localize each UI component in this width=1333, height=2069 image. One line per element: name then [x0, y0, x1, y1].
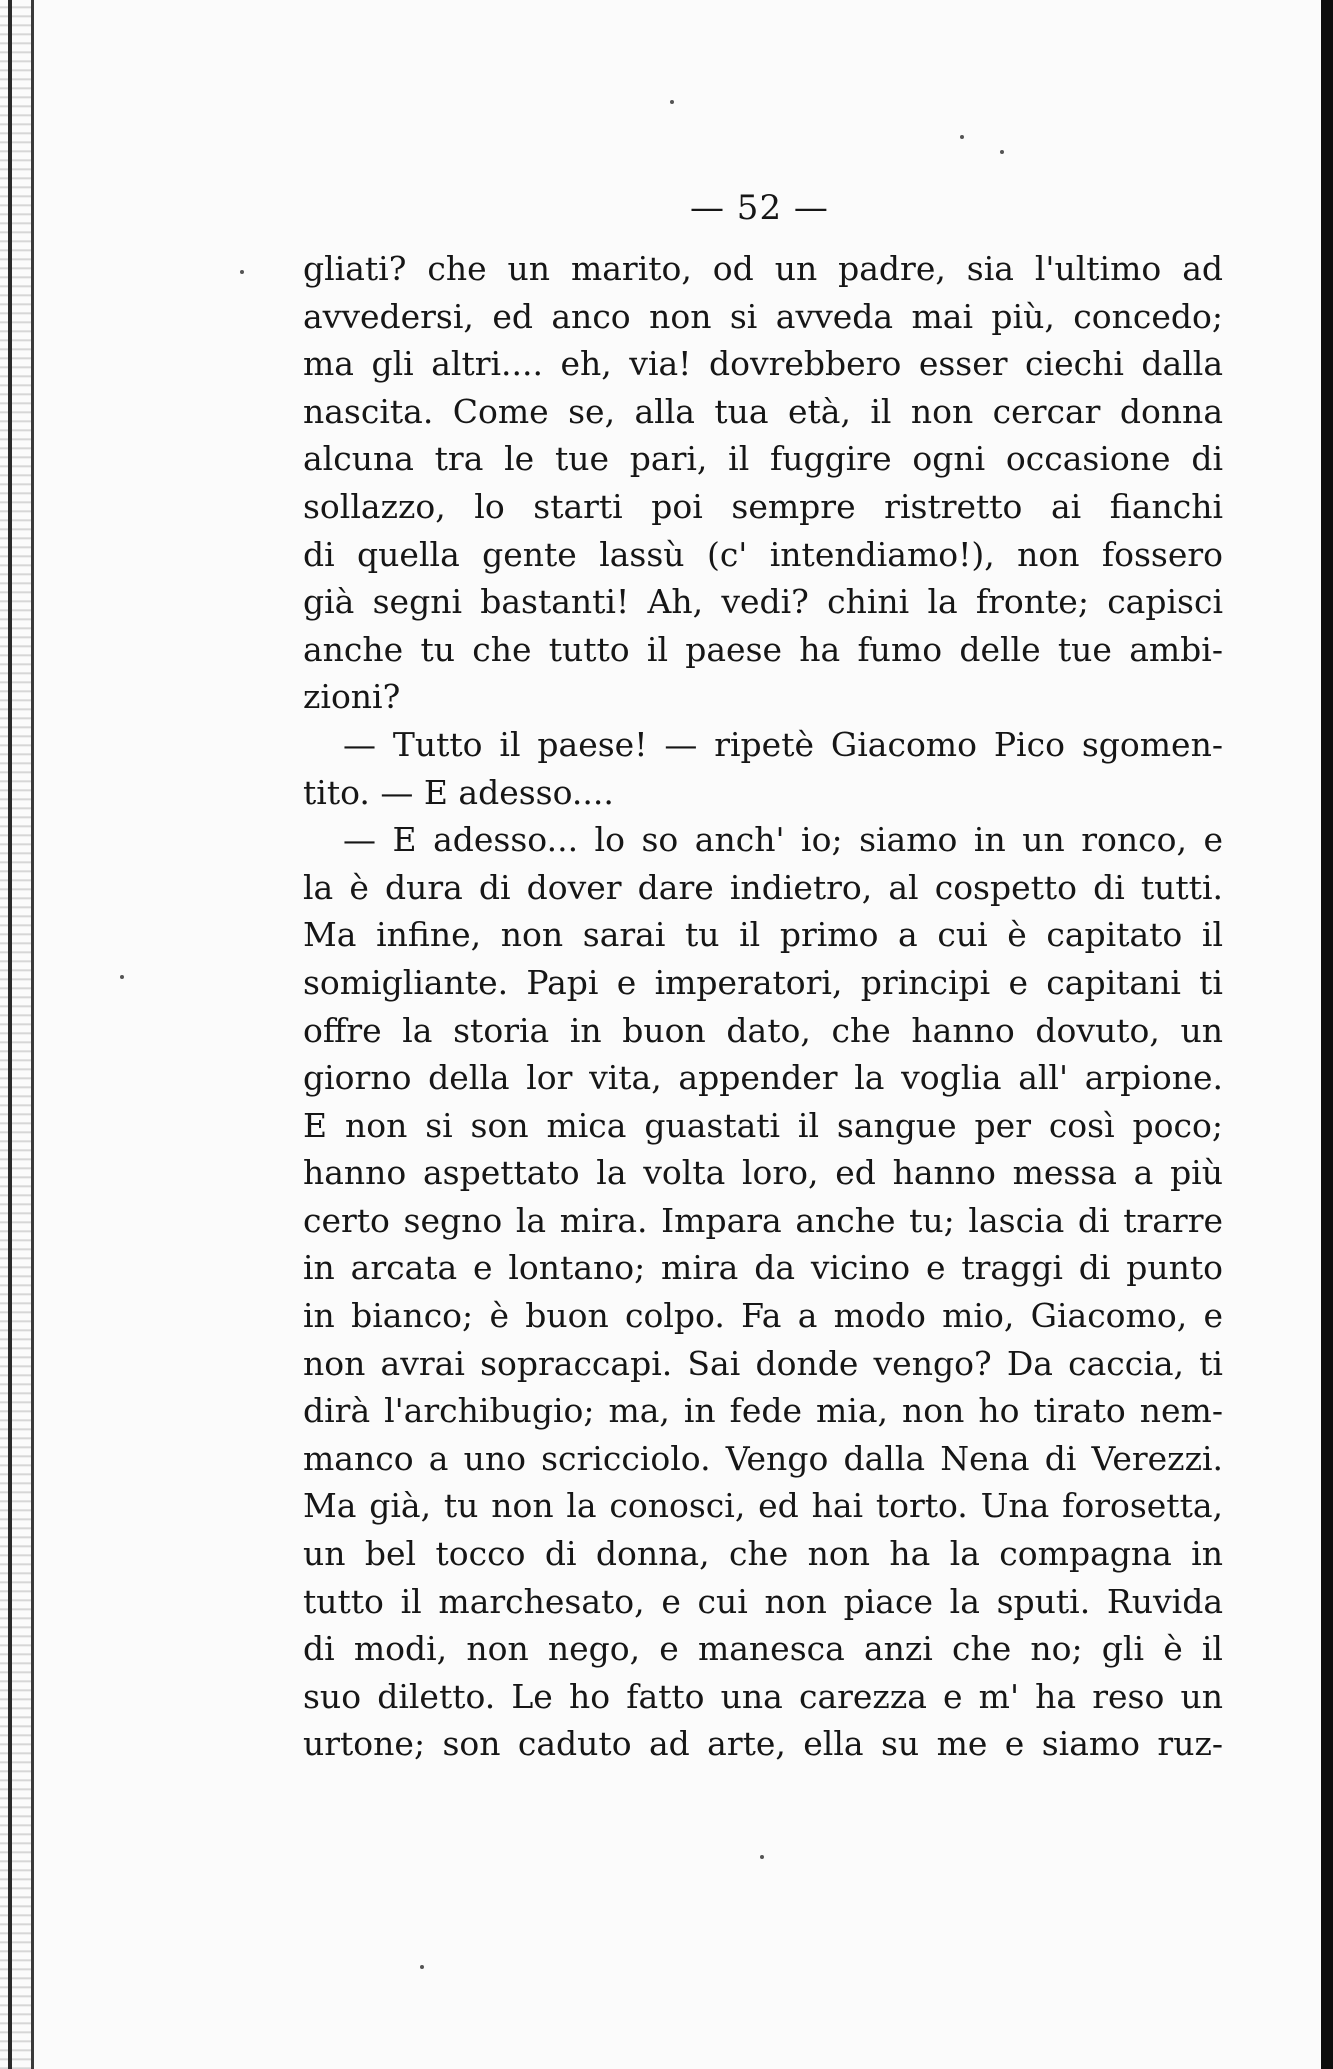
- print-speck: [240, 270, 244, 274]
- book-binding-edge: [0, 0, 34, 2069]
- print-speck: [1000, 150, 1004, 154]
- text-line: non avrai sopraccapi. Sai donde vengo? Da caccia, ti: [303, 1343, 1223, 1383]
- text-line: tito. — E adesso....: [303, 772, 614, 812]
- print-speck: [120, 975, 124, 979]
- text-line: sollazzo, lo starti poi sempre ristretto ai fianchi: [303, 486, 1223, 526]
- page-right-edge: [1321, 0, 1333, 2069]
- text-line: — Tutto il paese! — ripetè Giacomo Pico sgomen-: [343, 724, 1223, 764]
- text-line: zioni?: [303, 677, 401, 717]
- text-line: di quella gente lassù (c' intendiamo!), non fossero: [303, 534, 1223, 574]
- text-line: già segni bastanti! Ah, vedi? chini la fronte; capisci: [303, 582, 1223, 622]
- text-line: un bel tocco di donna, che non ha la compagna in: [303, 1534, 1223, 1574]
- text-line: avvedersi, ed anco non si avveda mai più, concedo;: [303, 296, 1223, 336]
- text-line: Ma infine, non sarai tu il primo a cui è capitato il: [303, 915, 1223, 955]
- text-line: hanno aspettato la volta loro, ed hanno messa a più: [303, 1153, 1223, 1193]
- text-line: la è dura di dover dare indietro, al cospetto di tutti.: [303, 867, 1223, 907]
- text-line: certo segno la mira. Impara anche tu; lascia di trarre: [303, 1200, 1223, 1240]
- text-line: gliati? che un marito, od un padre, sia l'ultimo ad: [303, 249, 1223, 288]
- print-speck: [960, 135, 964, 139]
- text-line: in bianco; è buon colpo. Fa a modo mio, Giacomo, e: [303, 1296, 1223, 1336]
- text-line: ma gli altri.... eh, via! dovrebbero esser ciechi dalla: [303, 344, 1223, 384]
- text-line: anche tu che tutto il paese ha fumo delle tue ambi-: [303, 629, 1223, 669]
- text-line: tutto il marchesato, e cui non piace la sputi. Ruvida: [303, 1581, 1223, 1621]
- text-line: nascita. Come se, alla tua età, il non cercar donna: [303, 391, 1223, 431]
- body-text: [303, 245, 1223, 1768]
- print-speck: [420, 1965, 424, 1969]
- text-line: offre la storia in buon dato, che hanno dovuto, un: [303, 1010, 1223, 1050]
- print-speck: [760, 1855, 764, 1859]
- book-spine-line: [8, 0, 12, 2069]
- text-line: E non si son mica guastati il sangue per così poco;: [303, 1105, 1223, 1145]
- text-line: in arcata e lontano; mira da vicino e traggi di punto: [303, 1248, 1223, 1288]
- text-line: Ma già, tu non la conosci, ed hai torto. Una forosetta,: [303, 1486, 1223, 1526]
- text-line: urtone; son caduto ad arte, ella su me e siamo ruz-: [303, 1724, 1223, 1764]
- text-line: manco a uno scricciolo. Vengo dalla Nena di Verezzi.: [303, 1438, 1223, 1478]
- page-number: — 52 —: [690, 188, 829, 228]
- text-line: giorno della lor vita, appender la voglia all' arpione.: [303, 1058, 1223, 1098]
- print-speck: [670, 100, 674, 104]
- text-line: di modi, non nego, e manesca anzi che no; gli è il: [303, 1629, 1223, 1669]
- text-line: somigliante. Papi e imperatori, principi e capitani ti: [303, 962, 1223, 1002]
- text-line: dirà l'archibugio; ma, in fede mia, non ho tirato nem-: [303, 1391, 1223, 1431]
- text-line: — E adesso... lo so anch' io; siamo in un ronco, e: [343, 820, 1223, 860]
- text-line: alcuna tra le tue pari, il fuggire ogni occasione di: [303, 439, 1223, 479]
- text-line: suo diletto. Le ho fatto una carezza e m' ha reso un: [303, 1676, 1223, 1716]
